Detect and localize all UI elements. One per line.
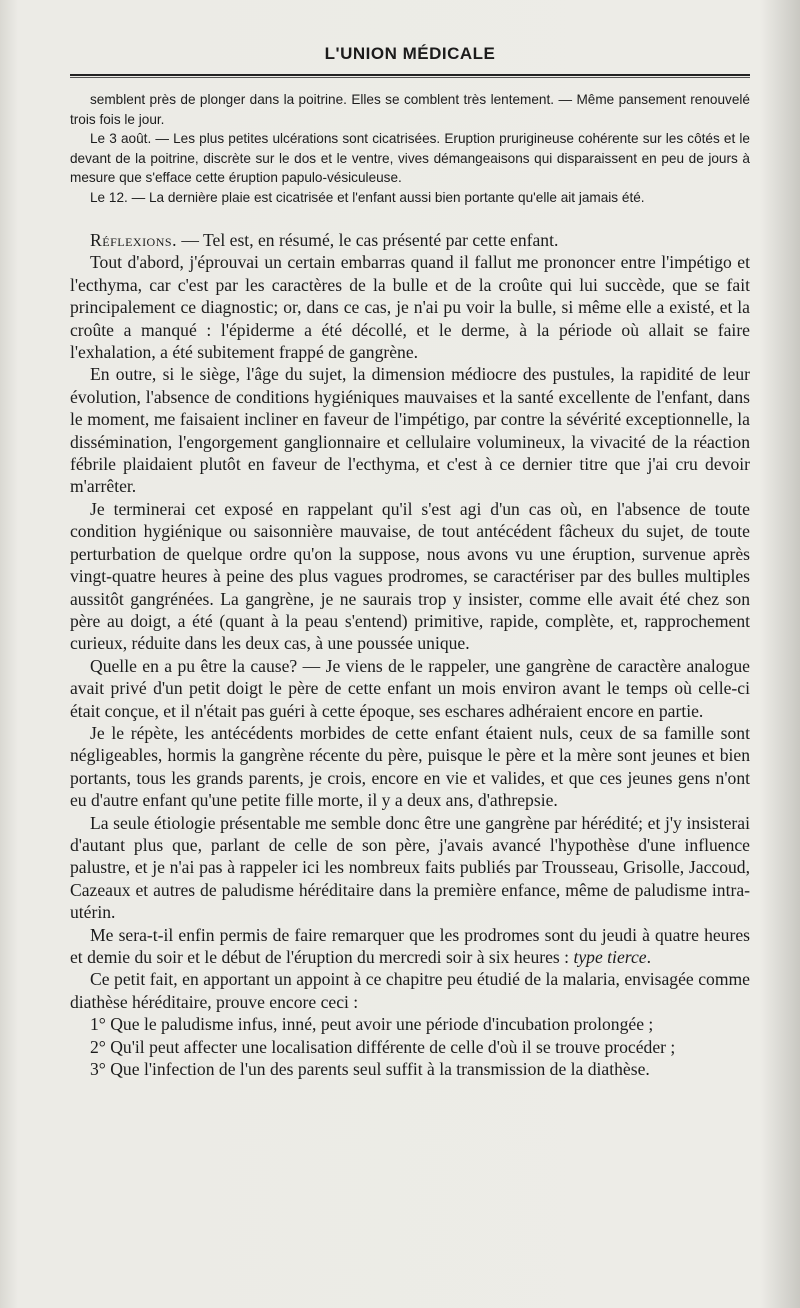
body-paragraph: Je terminerai cet exposé en rappelant qu'il s'est agi d'un cas où, en l'absence de toute condition hygiénique ou saisonnière mauvaise, de tout antécédent fâcheux du sujet, de toute perturbation de quelque ordre qu'on la suppose, nous avons vu une éruption, survenue après vingt-quatre heures à peine des plus vagues prodromes, se caractériser par des bulles multiples aussitôt gangrénées. La gangrène, je ne saurais trop y insister, comme elle avait été chez son père au doigt, a été (quant à la peau s'entend) primitive, rapide, complète, et, rapprochement curieux, réduite dans les deux cas, à une poussée unique. <box>70 498 750 654</box>
body-paragraph: Quelle en a pu être la cause? — Je viens de le rappeler, une gangrène de caractère analogue avait privé d'un petit doigt le père de cette enfant un mois environ avant le temps où celle-ci était conçue, et il n'était pas guéri à cette époque, ses eschares adhéraient encore en partie. <box>70 655 750 721</box>
note-paragraph: Le 3 août. — Les plus petites ulcérations sont cicatrisées. Eruption prurigineuse cohérente sur les côtés et le devant de la poitrine, discrète sur le dos et le ventre, vives démangeaisons qui disparaissent en peu de jours à mesure que s'efface cette éruption papulo-vésiculeuse. <box>70 131 750 185</box>
body-paragraph: Tout d'abord, j'éprouvai un certain embarras quand il fallut me prononcer entre l'impétigo et l'ecthyma, car c'est par les caractères de la bulle et de la croûte qui lui succède, que se fait principalement ce diagnostic; or, dans ce cas, je n'ai pu voir la bulle, si même elle a existé, et la croûte a manqué : l'épiderme a été décollé, et le derme, à la période où allait se faire l'exhalation, a été subitement frappé de gangrène. <box>70 252 750 363</box>
header-rule <box>70 74 750 78</box>
section-gap <box>70 207 750 229</box>
body-paragraph: La seule étiologie présentable me semble donc être une gangrène par hérédité; et j'y insisterai d'autant plus que, parlant de celle de son père, j'avais avancé l'hypothèse d'une influence palustre, et je n'ai pas à rappeler ici les nombreux faits publiés par Trousseau, Grisolle, Jaccoud, Cazeaux et autres de paludisme héréditaire dans la première enfance, même de paludisme intra-utérin. <box>70 812 750 923</box>
closing-paragraph: Ce petit fait, en apportant un appoint à ce chapitre peu étudié de la malaria, envisagée comme diathèse héréditaire, prouve encore ceci : <box>70 969 750 1012</box>
closing-item: 1° Que le paludisme infus, inné, peut avoir une période d'incubation prolongée ; <box>90 1014 654 1035</box>
reflexions-label: Réflexions. <box>90 230 177 250</box>
body-paragraph: En outre, si le siège, l'âge du sujet, la dimension médiocre des pustules, la rapidité de leur évolution, l'absence de conditions hygiéniques mauvaises et la santé excellente de l'enfant, dans le moment, me faisaient incliner en faveur de l'impétigo, par contre la sévérité exceptionnelle, la dissémination, l'engorgement ganglionnaire et cellulaire volumineux, la vivacité de la réaction fébrile plaidaient plutôt en faveur de l'ecthyma, et c'est à ce dernier titre que j'ai cru devoir m'arrêter. <box>70 364 750 497</box>
case-notes <box>70 90 750 207</box>
closing-item: 3° Que l'infection de l'un des parents seul suffit à la transmission de la diathèse. <box>90 1059 650 1080</box>
reflexions-text: — Tel est, en résumé, le cas présenté par cette enfant. <box>176 230 559 250</box>
main-text <box>70 229 750 1080</box>
prodromes-emphasis: type tierce <box>573 947 647 967</box>
note-paragraph: semblent près de plonger dans la poitrine. Elles se comblent très lentement. — Même pansement renouvelé trois fois le jour. <box>70 92 750 127</box>
closing-item: 2° Qu'il peut affecter une localisation différente de celle d'où il se trouve procéder ; <box>90 1036 676 1057</box>
body-paragraph: Je le répète, les antécédents morbides de cette enfant étaient nuls, ceux de sa famille sont négligeables, hormis la gangrène récente du père, puisque le père et la mère sont jeunes et bien portants, tous les grands parents, je crois, encore en vie et valides, et que ces jeunes gens n'ont eu d'autre enfant qu'une petite fille morte, il y a deux ans, d'athrepsie. <box>70 722 750 811</box>
prodromes-end: . <box>646 947 651 967</box>
reflexions-paragraph <box>70 229 750 251</box>
prodromes-text: Me sera-t-il enfin permis de faire remarquer que les prodromes sont du jeudi à quatre heures et demie du soir et le début de l'éruption du mercredi soir à six heures : <box>70 924 750 967</box>
running-header: L'UNION MÉDICALE <box>324 44 496 63</box>
note-paragraph: Le 12. — La dernière plaie est cicatrisée et l'enfant aussi bien portante qu'elle ait jamais été. <box>90 189 645 205</box>
prodromes-paragraph <box>70 924 750 969</box>
